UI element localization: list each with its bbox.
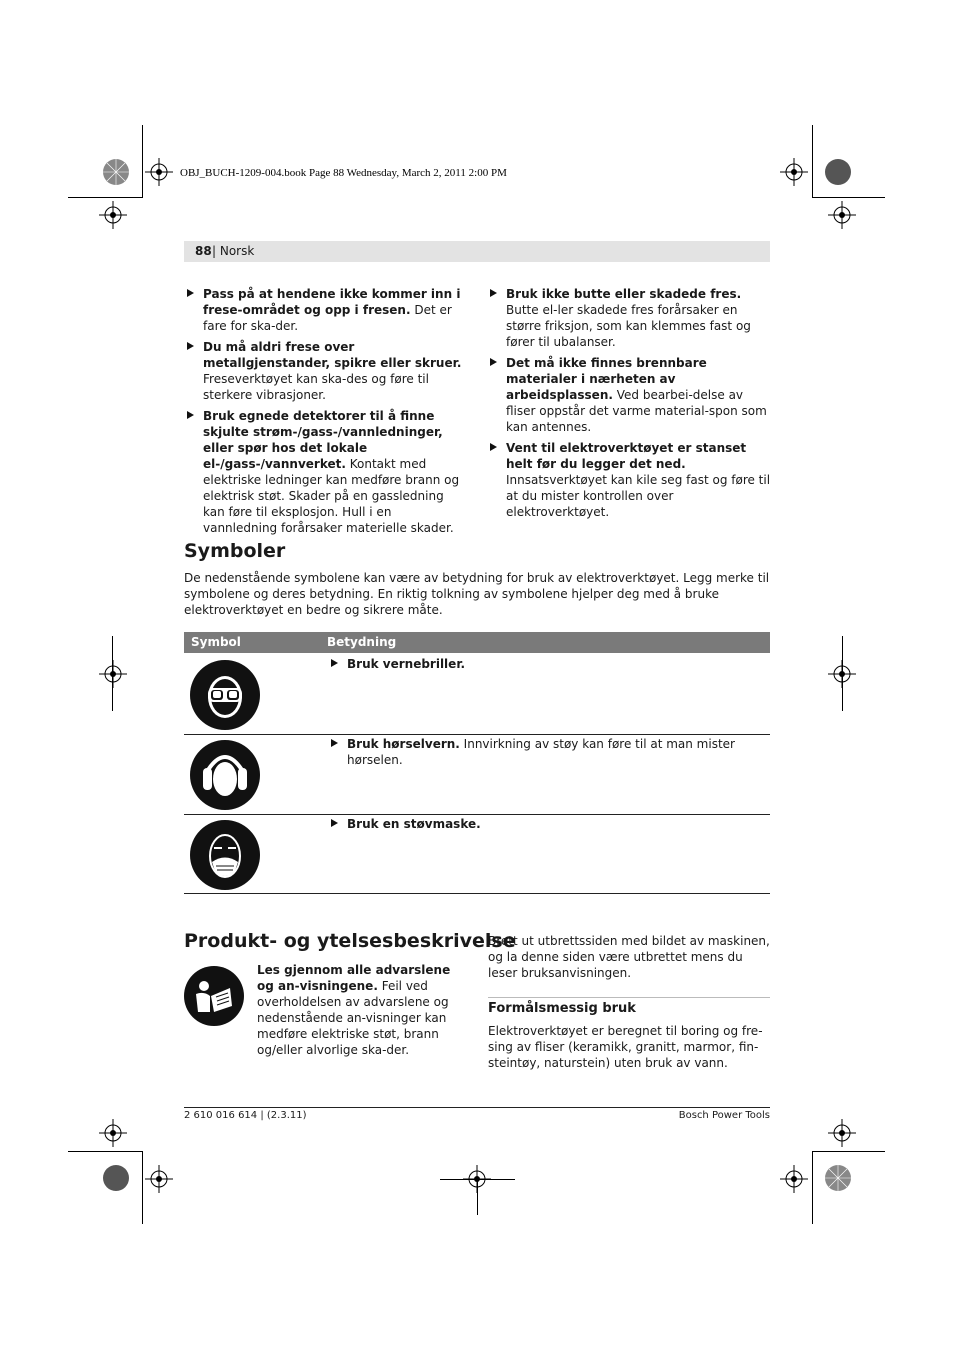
symbols-table-header bbox=[184, 632, 770, 653]
registration-mark-icon bbox=[102, 158, 130, 186]
ear-protection-icon bbox=[190, 740, 260, 810]
crosshair-icon bbox=[99, 201, 127, 229]
warning-text: Les gjennom alle advarslene og an-visningene. Feil ved overholdelsen av advarslene og nedenstående an-visninger kan medføre elektriske støt, brann og/eller alvorlige ska-der. bbox=[257, 963, 451, 1057]
crosshair-icon bbox=[145, 158, 173, 186]
fold-out-text: Brett ut utbrettssiden med bildet av maskinen, og la denne siden være utbrettet mens du leser bruksanvisningen. bbox=[488, 934, 770, 980]
list-item: Vent til elektroverktøyet er stanset helt før du legger det ned. Innsatsverktøyet kan kile seg fast og føre til at du mister kontrollen over elektroverktøyet. bbox=[488, 440, 772, 520]
section-title-product: Produkt- og ytelsesbeskrivelse bbox=[184, 930, 516, 952]
page-number: 88 bbox=[195, 244, 212, 258]
crosshair-icon bbox=[828, 201, 856, 229]
registration-mark-icon bbox=[824, 158, 852, 186]
footer-doc-number: 2 610 016 614 | (2.3.11) bbox=[184, 1110, 307, 1121]
footer-divider bbox=[184, 1107, 770, 1108]
column-header-meaning: Betydning bbox=[327, 635, 397, 649]
page-header bbox=[184, 241, 770, 262]
list-item: Pass på at hendene ikke kommer inn i frese-området og opp i fresen. Det er fare for ska-der. bbox=[185, 286, 469, 334]
page-language: | Norsk bbox=[212, 244, 255, 258]
read-manual-icon bbox=[184, 966, 244, 1026]
table-row-divider bbox=[184, 814, 770, 815]
registration-mark-icon bbox=[824, 1164, 852, 1192]
subsection-title-intended-use: Formålsmessig bruk bbox=[488, 1001, 636, 1016]
table-row-divider bbox=[184, 893, 770, 894]
symbol-meaning: Bruk en støvmaske. bbox=[329, 816, 787, 832]
dust-mask-icon bbox=[190, 820, 260, 890]
footer-brand: Bosch Power Tools bbox=[678, 1110, 770, 1121]
crosshair-icon bbox=[780, 1165, 808, 1193]
table-row-divider bbox=[184, 734, 770, 735]
crop-mark-bottom-center-v bbox=[477, 1179, 478, 1215]
right-bullets bbox=[488, 286, 772, 525]
safety-goggles-icon bbox=[190, 660, 260, 730]
crosshair-icon bbox=[99, 1119, 127, 1147]
intended-use-text: Elektroverktøyet er beregnet til boring og fre-sing av fliser (keramikk, granitt, marmor, fin-steintøy, naturstein) uten bruk av vann. bbox=[488, 1024, 763, 1070]
section-title-symbols: Symboler bbox=[184, 540, 286, 562]
crosshair-icon bbox=[145, 1165, 173, 1193]
symbol-meaning: Bruk hørselvern. Innvirkning av støy kan føre til at man mister hørselen. bbox=[329, 736, 787, 768]
list-item: Bruk ikke butte eller skadede fres. Butte el-ler skadede fres forårsaker en større friksjon, som kan klemmes fast og fører til ubalanser. bbox=[488, 286, 772, 350]
list-item: Du må aldri frese over metallgjenstander, spikre eller skruer. Freseverktøyet kan ska-des og føre til sterkere vibrasjoner. bbox=[185, 339, 469, 403]
left-bullets bbox=[185, 286, 469, 541]
crosshair-icon bbox=[828, 660, 856, 688]
file-info: OBJ_BUCH-1209-004.book Page 88 Wednesday, March 2, 2011 2:00 PM bbox=[180, 167, 507, 179]
list-item: Bruk egnede detektorer til å finne skjulte strøm-/gass-/vannledninger, eller spør hos det lokale el-/gass-/vannverket. Kontakt med elektriske ledninger kan medføre brann og elektrisk støt. Skader på en gassledning kan føre til eksplosjon. Hull i en vannledning forårsaker materielle skader. bbox=[185, 408, 469, 536]
crosshair-icon bbox=[828, 1119, 856, 1147]
symbols-intro: De nedenstående symbolene kan være av betydning for bruk av elektroverktøyet. Legg merke til symbolene og deres betydning. En riktig tolkning av symbolene hjelper deg med å bruke elektroverktøyet en bedre og sikrere måte. bbox=[184, 571, 770, 617]
list-item: Det må ikke finnes brennbare materialer i nærheten av arbeidsplassen. Ved bearbei-delse av fliser oppstår det varme material-spon som kan antennes. bbox=[488, 355, 772, 435]
crosshair-icon bbox=[99, 660, 127, 688]
crosshair-icon bbox=[780, 158, 808, 186]
symbol-meaning: Bruk vernebriller. bbox=[329, 656, 787, 672]
subsection-divider bbox=[488, 997, 770, 998]
registration-mark-icon bbox=[102, 1164, 130, 1192]
column-header-symbol: Symbol bbox=[191, 635, 241, 649]
